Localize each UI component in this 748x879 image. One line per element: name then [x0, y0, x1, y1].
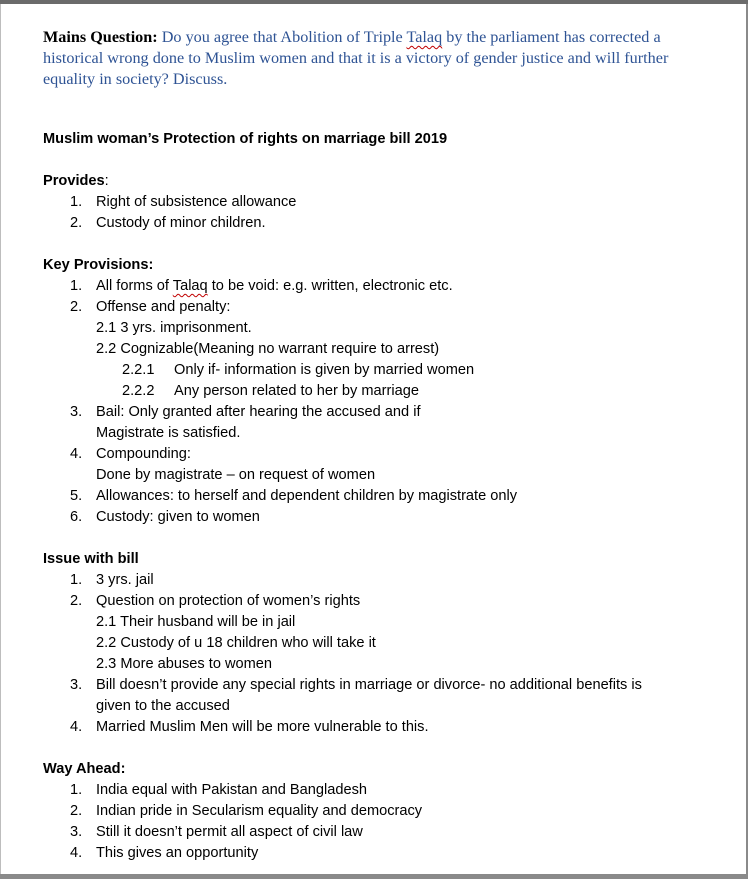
list-text: Offense and penalty: — [96, 299, 231, 315]
list-continuation: Done by magistrate – on request of women — [96, 467, 376, 483]
sub-item: 2.1 3 yrs. imprisonment. — [96, 320, 252, 336]
list-text — [96, 276, 723, 297]
list-number: 4. — [70, 845, 83, 861]
key-provisions-heading: Key Provisions: — [43, 257, 154, 273]
mains-question — [43, 27, 723, 90]
list-number: 4. — [70, 719, 83, 735]
list-text: Bill doesn’t provide any special rights in marriage or divorce- no additional benefits is — [96, 677, 642, 693]
sub-item: 2.2 Cognizable(Meaning no warrant require to arrest) — [96, 341, 440, 357]
list-item — [43, 276, 723, 297]
list-text: Custody of minor children. — [96, 215, 266, 231]
list-continuation: Magistrate is satisfied. — [96, 425, 241, 441]
issues-section — [43, 549, 723, 738]
sub-item: 2.1 Their husband will be in jail — [96, 614, 296, 630]
list-text: 3 yrs. jail — [96, 572, 154, 588]
list-number: 1. — [70, 782, 83, 798]
list-text: Question on protection of women’s rights — [96, 593, 361, 609]
list-number: 1. — [70, 278, 83, 294]
list-number: 2. — [70, 215, 83, 231]
list-number: 3. — [70, 677, 83, 693]
document-body — [43, 27, 723, 864]
document-page[interactable] — [0, 4, 746, 874]
list-text: Allowances: to herself and dependent children by magistrate only — [96, 488, 518, 504]
list-item — [43, 402, 723, 423]
list-number: 1. — [70, 572, 83, 588]
list-item — [43, 717, 723, 738]
bill-title: Muslim woman’s Protection of rights on marriage bill 2019 — [43, 131, 448, 147]
list-item — [43, 297, 723, 318]
question-text-1: Do you agree that Abolition of Triple — [157, 28, 407, 46]
list-number: 1. — [70, 194, 83, 210]
list-text: Bail: Only granted after hearing the accused and if — [96, 404, 421, 420]
issues-heading: Issue with bill — [43, 551, 139, 567]
list-item — [43, 486, 723, 507]
list-item — [43, 780, 723, 801]
sub-sub-number: 2.2.1 — [122, 362, 155, 378]
list-text: Indian pride in Secularism equality and democracy — [96, 803, 423, 819]
list-text: Custody: given to women — [96, 509, 260, 525]
sub-sub-item — [43, 360, 723, 381]
list-text: Right of subsistence allowance — [96, 194, 297, 210]
list-number: 2. — [70, 299, 83, 315]
list-item — [43, 675, 723, 696]
list-continuation: given to the accused — [96, 698, 230, 714]
sub-item: 2.3 More abuses to women — [96, 656, 273, 672]
sub-item: 2.2 Custody of u 18 children who will take it — [96, 635, 376, 651]
list-item — [43, 213, 723, 234]
way-ahead-heading: Way Ahead: — [43, 761, 126, 777]
question-label: Mains Question: — [43, 28, 158, 46]
list-text: Married Muslim Men will be more vulnerable to this. — [96, 719, 429, 735]
provides-heading: Provides — [43, 173, 105, 189]
list-number: 4. — [70, 446, 83, 462]
list-item — [43, 444, 723, 465]
key-provisions-section — [43, 255, 723, 528]
sub-sub-text: Any person related to her by marriage — [174, 383, 419, 399]
sub-sub-text: Only if- information is given by married women — [174, 362, 475, 378]
list-number: 3. — [70, 404, 83, 420]
list-text: India equal with Pakistan and Bangladesh — [96, 782, 367, 798]
list-item — [43, 801, 723, 822]
list-text: This gives an opportunity — [96, 845, 259, 861]
list-number: 2. — [70, 593, 83, 609]
list-text: Still it doesn’t permit all aspect of civil law — [96, 824, 363, 840]
list-text-part: to be void: e.g. written, electronic etc. — [207, 278, 453, 294]
list-number: 2. — [70, 803, 83, 819]
list-item — [43, 843, 723, 864]
provides-section — [43, 171, 723, 234]
list-item — [43, 570, 723, 591]
provides-colon: : — [104, 173, 109, 189]
sub-sub-number: 2.2.2 — [122, 383, 155, 399]
list-number: 3. — [70, 824, 83, 840]
list-item — [43, 507, 723, 528]
list-item — [43, 591, 723, 612]
list-item — [43, 192, 723, 213]
list-text-part: All forms of — [96, 278, 173, 294]
list-number: 5. — [70, 488, 83, 504]
list-text: Compounding: — [96, 446, 191, 462]
sub-sub-item — [43, 381, 723, 402]
list-item — [43, 822, 723, 843]
spellcheck-word[interactable]: Talaq — [406, 28, 443, 46]
list-number: 6. — [70, 509, 83, 525]
question-text-2: by the parliament has corrected a historical wrong done to Muslim women and that it is a victory of gender justice and will further equality in society? Discuss. — [43, 28, 669, 88]
way-ahead-section — [43, 759, 723, 864]
spellcheck-word[interactable]: Talaq — [172, 278, 208, 294]
